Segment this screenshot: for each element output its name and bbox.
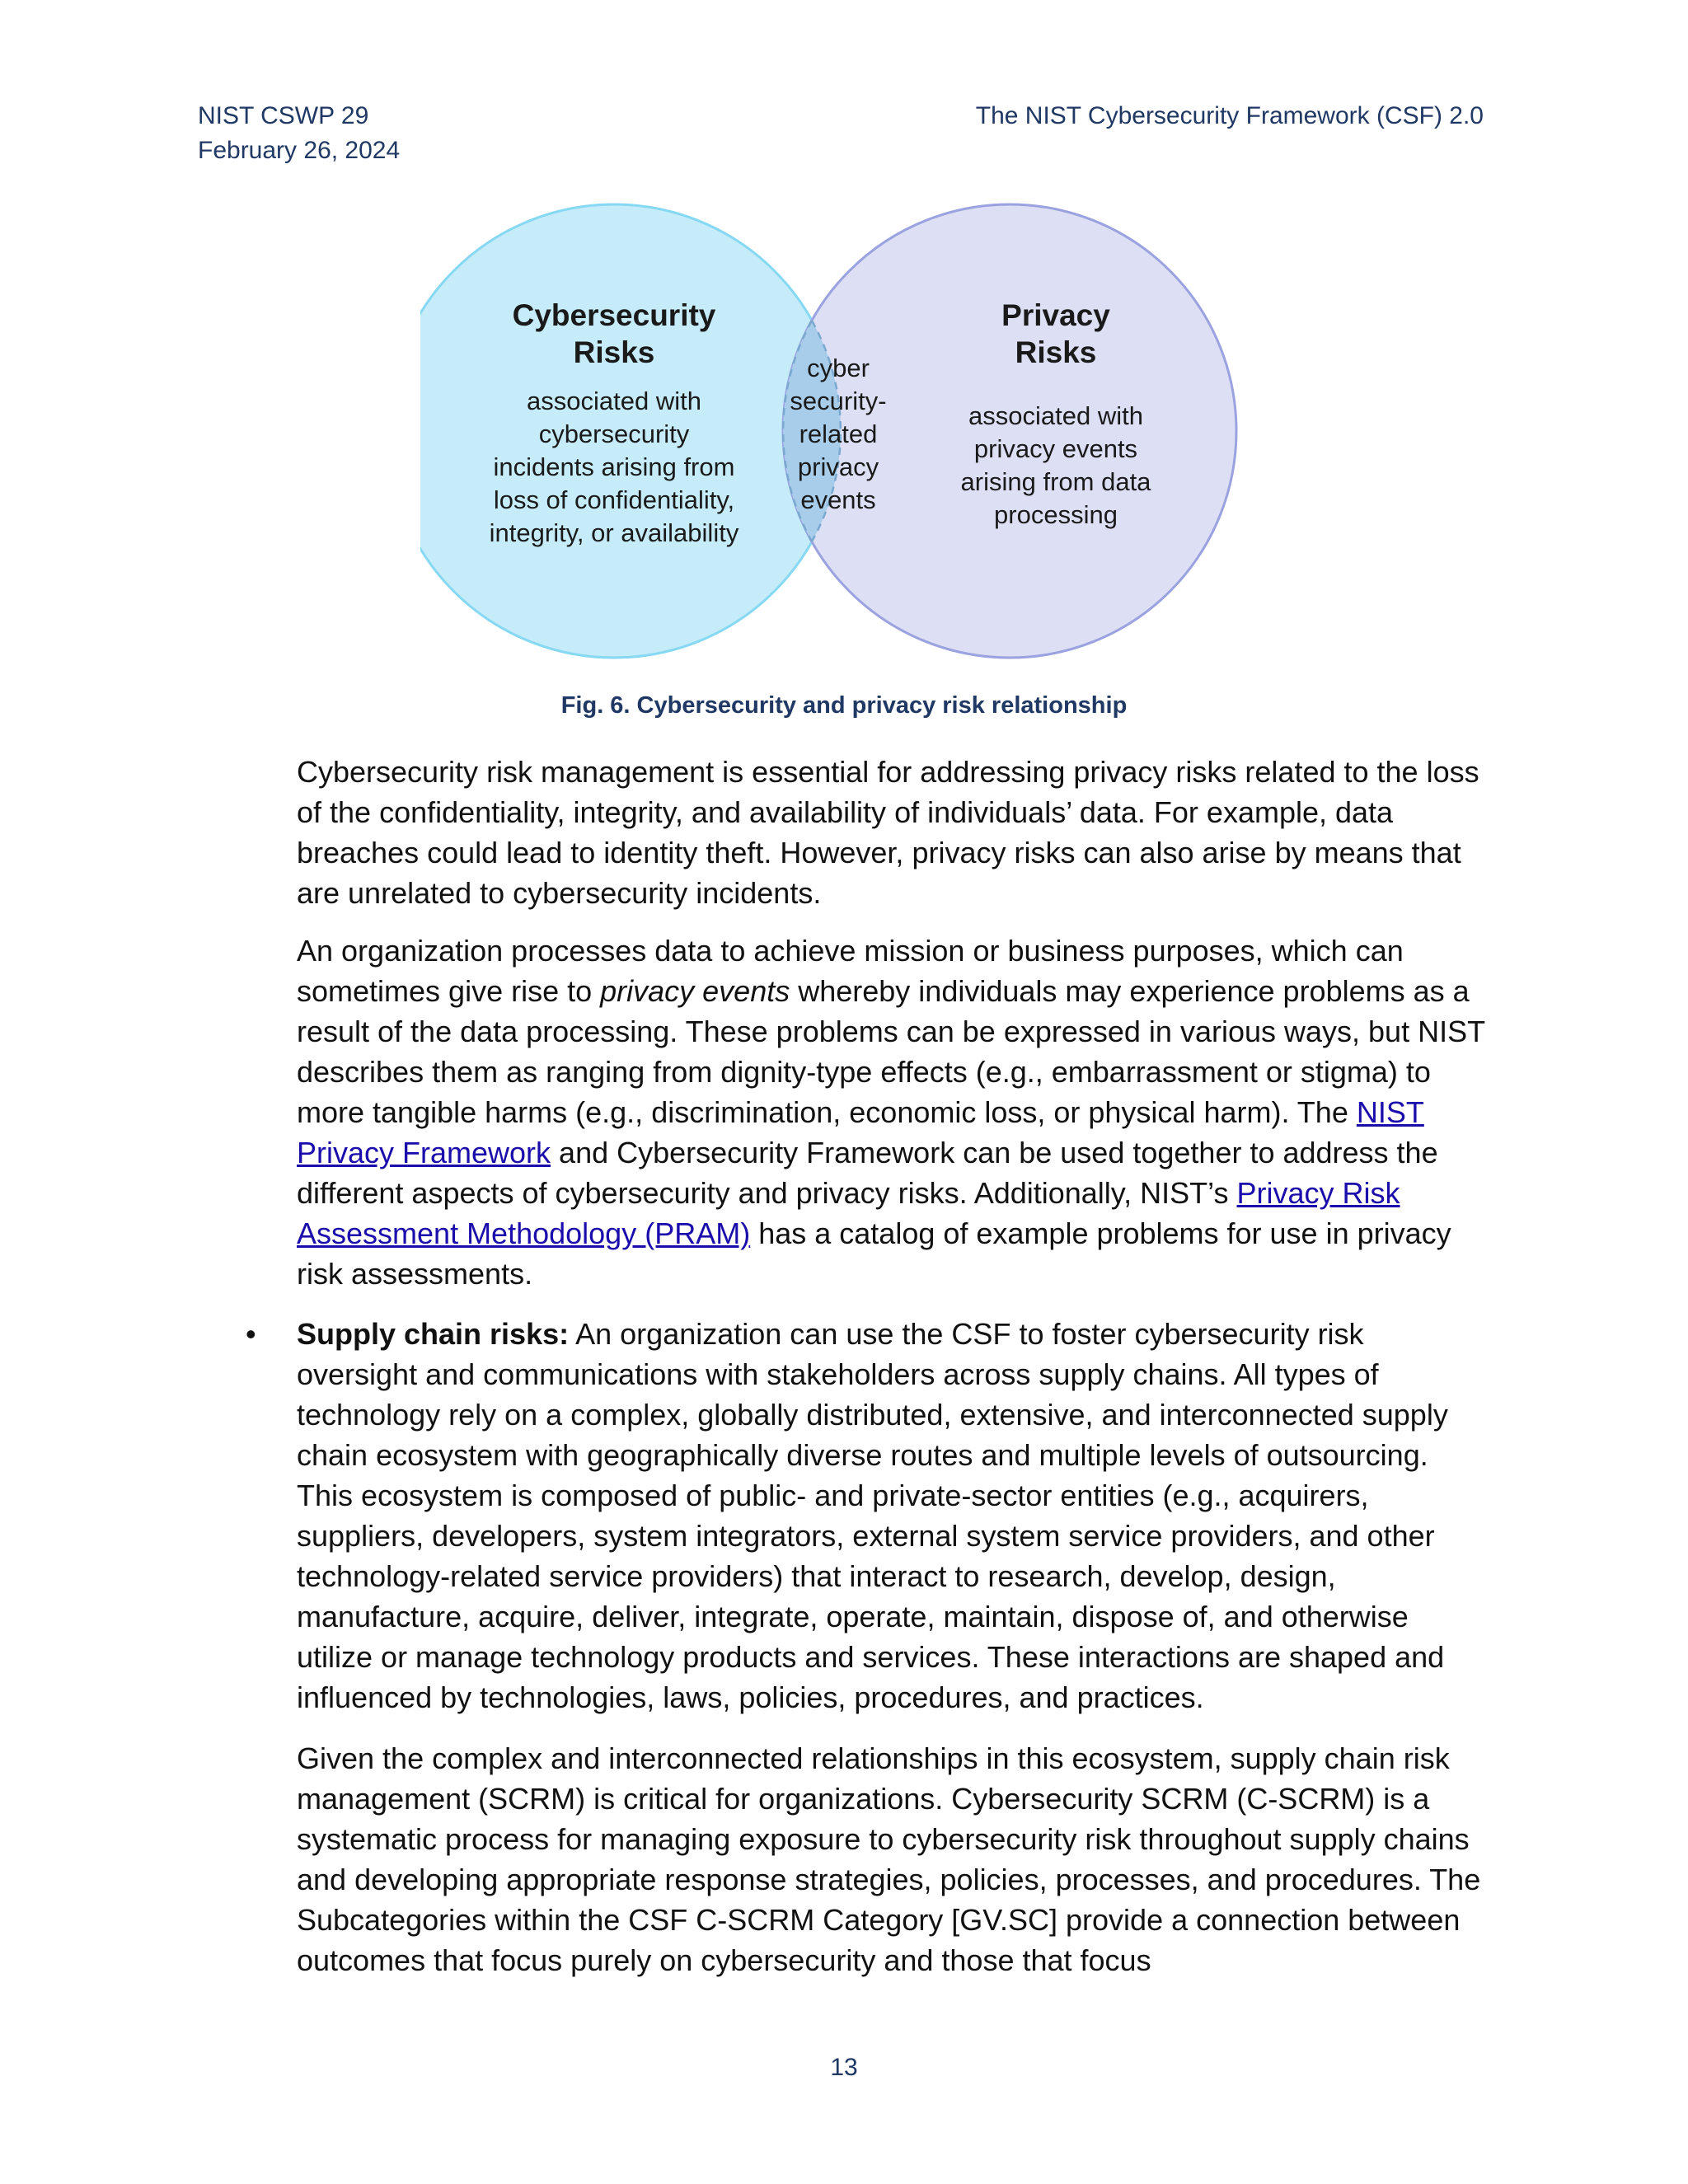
paragraph-supply-chain xyxy=(297,1314,1492,1718)
p3-text: An organization can use the CSF to foster cybersecurity risk oversight and communications with stakeholders across supply chains. All types of technology rely on a complex, globally distributed, extensive, and interconnected supply chain ecosystem with geographically diverse routes and multiple levels of outsourcing. This ecosystem is composed of public- and private-sector entities (e.g., acquirers, suppliers, developers, system integrators, external system service providers, and other technology-related service providers) that interact to research, develop, design, manufacture, acquire, deliver, integrate, operate, maintain, dispose of, and otherwise utilize or manage technology products and services. These interactions are shaped and influenced by technologies, laws, policies, procedures, and practices. xyxy=(297,1317,1448,1714)
paragraph-privacy-intro xyxy=(297,752,1492,913)
cybersecurity-title-line1: Cybersecurity xyxy=(512,298,716,332)
privacy-desc-line3: arising from data xyxy=(960,467,1151,496)
privacy-desc-line2: privacy events xyxy=(973,434,1138,463)
privacy-desc-line4: processing xyxy=(994,500,1118,529)
supply-chain-heading: Supply chain risks: xyxy=(297,1317,570,1351)
p2-text-d: has a catalog of example problems for use in privacy risk assessments. xyxy=(297,1216,1451,1291)
overlap-line2: security- xyxy=(790,387,887,415)
paragraph-privacy-events xyxy=(297,930,1492,1294)
p2-text-b: whereby individuals may experience problems as a result of the data processing. These problems can be expressed in various ways, but NIST describes them as ranging from dignity-type effects (e.g., embarrassment or stigma) to more tangible harms (e.g., discrimination, economic loss, or physical harm). The xyxy=(297,974,1485,1129)
cybersecurity-desc-line1: associated with xyxy=(527,387,701,415)
pram-link[interactable]: Privacy Risk Assessment Methodology (PRAM) xyxy=(297,1176,1400,1250)
doc-title: The NIST Cybersecurity Framework (CSF) 2.0 xyxy=(975,102,1484,129)
nist-privacy-framework-link[interactable]: NIST Privacy Framework xyxy=(297,1095,1424,1169)
page-number: 13 xyxy=(830,2054,858,2081)
bullet-icon: • xyxy=(246,1317,256,1351)
privacy-events-term: privacy events xyxy=(600,974,790,1008)
cybersecurity-desc-line2: cybersecurity xyxy=(538,419,690,448)
overlap-line5: events xyxy=(800,485,876,514)
cybersecurity-title-line2: Risks xyxy=(573,335,655,369)
overlap-line3: related xyxy=(799,419,878,448)
p2-text-c: and Cybersecurity Framework can be used together to address the different aspects of cybersecurity and privacy risks. Additionally, NIST’s xyxy=(297,1136,1438,1210)
cybersecurity-desc-line3: incidents arising from xyxy=(493,452,735,481)
figure-caption: Fig. 6. Cybersecurity and privacy risk relationship xyxy=(560,692,1128,719)
cybersecurity-desc-line5: integrity, or availability xyxy=(489,518,739,547)
header-left xyxy=(198,99,400,168)
cybersecurity-desc-line4: loss of confidentiality, xyxy=(493,485,735,514)
paragraph-scrm xyxy=(297,1738,1492,1980)
privacy-title-line1: Privacy xyxy=(1001,298,1110,332)
paragraph-text: Given the complex and interconnected relationships in this ecosystem, supply chain risk management (SCRM) is critical for organizations. Cybersecurity SCRM (C-SCRM) is a systematic process for managing exposure to cybersecurity risk throughout supply chains and developing appropriate response strategies, policies, processes, and procedures. The Subcategories within the CSF C-SCRM Category [GV.SC] provide a connection between outcomes that focus purely on cybersecurity and those that focus xyxy=(297,1741,1481,1977)
privacy-desc-line1: associated with xyxy=(968,401,1143,430)
privacy-title-line2: Risks xyxy=(1015,335,1097,369)
doc-date: February 26, 2024 xyxy=(198,137,401,164)
p2-text-a: An organization processes data to achieve mission or business purposes, which can sometimes give rise to xyxy=(297,934,1404,1008)
paragraph-text: Cybersecurity risk management is essential for addressing privacy risks related to the loss of the confidentiality, integrity, and availability of individuals’ data. For example, data breaches could lead to identity theft. However, privacy risks can also arise by means that are unrelated to cybersecurity incidents. xyxy=(297,755,1479,910)
overlap-line4: privacy xyxy=(797,452,879,481)
overlap-line1: cyber xyxy=(807,354,870,382)
venn-diagram xyxy=(420,198,1269,676)
doc-id: NIST CSWP 29 xyxy=(198,102,369,129)
